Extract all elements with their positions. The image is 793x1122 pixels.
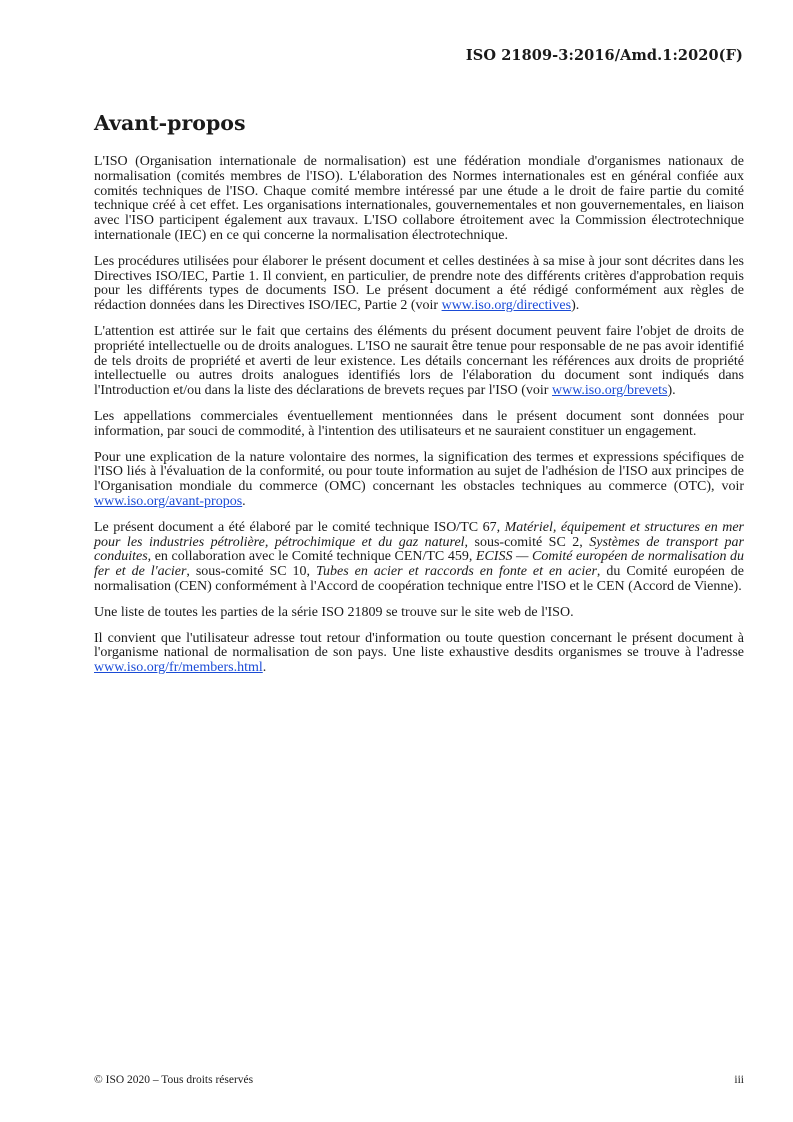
page-title: Avant-propos [94,111,246,135]
text-segment: L'attention est attirée sur le fait que certains des éléments du présent document peuvent faire l'objet de droits de propriété intellectuelle ou de droits analogues. L'ISO ne saurait être tenue pour responsable de ne pas avoir identifié de tels droits de propriété et averti de leur existence. Les détails concernant les références aux droits de propriété intellectuelle ou autres droits analogues identifiés lors de l'élaboration du document sont indiqués dans l'Introduction et/ou dans la liste des déclarations de brevets reçues par l'ISO (voir [94,323,744,399]
text-segment: ). [571,298,580,314]
text-segment: ). [667,383,676,399]
paragraph-committee [94,521,744,595]
paragraph-procedures [94,255,744,314]
text-segment: , du Comité européen de normalisation (CEN) conformément à l'Accord de coopération technique entre l'ISO et le CEN (Accord de Vienne). [94,564,744,594]
link-members[interactable]: www.iso.org/fr/members.html [94,660,263,676]
paragraph-series-list: Une liste de toutes les parties de la série ISO 21809 se trouve sur le site web de l'ISO. [94,604,574,620]
page-number: iii [734,1074,744,1086]
paragraph-trade-names: Les appellations commerciales éventuellement mentionnées dans le présent document sont données pour information, par souci de commodité, à l'intention des utilisateurs et ne sauraient constituer un engagement. [94,408,744,439]
paragraph-iso-intro: L'ISO (Organisation internationale de normalisation) est une fédération mondiale d'organismes nationaux de normalisation (comités membres de l'ISO). L'élaboration des Normes internationales est en général confiée aux comités techniques de l'ISO. Chaque comité membre intéressé par une étude a le droit de faire partie du comité technique créé à cet effet. Les organisations internationales, gouvernementales et non gouvernementales, en liaison avec l'ISO participent également aux travaux. L'ISO collabore étroitement avec la Commission électrotechnique internationale (IEC) en ce qui concerne la normalisation électrotechnique. [94,154,744,243]
paragraph-patents [94,325,744,399]
link-directives[interactable]: www.iso.org/directives [441,298,572,314]
text-segment: . [262,660,267,676]
page-footer [94,1074,744,1086]
text-segment: Les procédures utilisées pour élaborer le présent document et celles destinées à sa mise à jour sont décrites dans les Directives ISO/IEC, Partie 1. Il convient, en particulier, de prendre note des différents critères d'approbation requis pour les différents types de documents ISO. Le présent document a été rédigé conformément aux règles de rédaction données dans les Directives ISO/IEC, Partie 2 (voir [94,253,744,314]
text-segment: . [242,493,246,509]
text-segment: , sous-comité SC 2, [464,534,590,550]
text-segment: , en collaboration avec le Comité technique CEN/TC 459, [147,549,476,565]
cen-committee-title: ECISS — Comité européen de normalisation du fer et de l'acier [94,549,745,580]
text-segment: Pour une explication de la nature volontaire des normes, la signification des termes et expressions spécifiques de l'ISO liés à l'évaluation de la conformité, ou pour toute information au sujet de l'adhésion de l'ISO aux principes de l'Organisation mondiale du commerce (OMC) concernant les obstacles techniques au commerce (OTC), voir [94,449,744,495]
subcommittee-title: Systèmes de transport par conduites [94,534,745,565]
text-segment: Il convient que l'utilisateur adresse tout retour d'information ou toute question concernant le présent document à l'organisme national de normalisation de son pays. Une liste exhaustive desdits organismes se trouve à l'adresse [94,630,744,661]
cen-subcommittee-title: Tubes en acier et raccords en fonte et en acier [316,564,597,580]
committee-title: Matériel, équipement et structures en mer pour les industries pétrolière, pétrochimique et du gaz naturel [94,519,744,550]
text-segment: , sous-comité SC 10, [186,564,316,580]
paragraph-feedback [94,632,744,676]
paragraph-voluntary-nature [94,451,744,510]
link-avant-propos[interactable]: www.iso.org/avant-propos [94,493,243,509]
link-brevets[interactable]: www.iso.org/brevets [551,383,668,399]
copyright-notice: © ISO 2020 – Tous droits réservés [94,1074,254,1086]
document-reference: ISO 21809-3:2016/Amd.1:2020(F) [465,47,743,64]
foreword-body [94,155,744,687]
text-segment: Le présent document a été élaboré par le comité technique ISO/TC 67, [94,519,505,535]
